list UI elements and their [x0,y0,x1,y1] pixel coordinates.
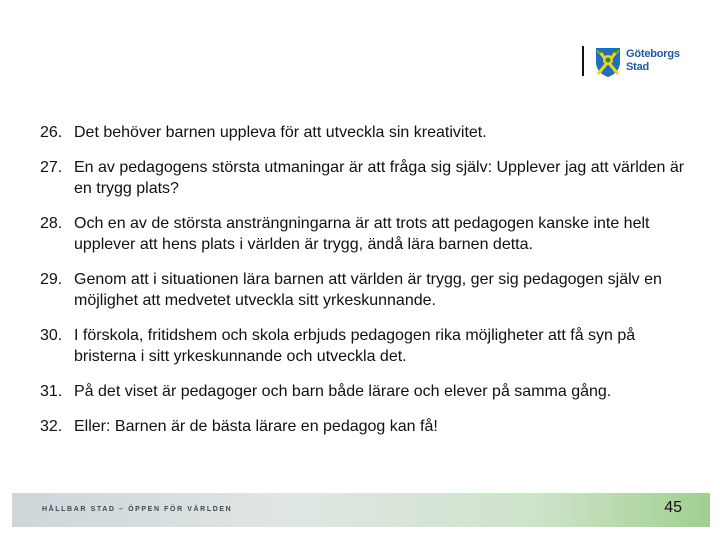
item-number: 26. [40,124,63,141]
list-item [40,416,690,437]
list-item [40,157,690,199]
item-number: 32. [40,418,63,435]
footer-bar [12,493,710,527]
item-number: 27. [40,159,63,176]
item-text: På det viset är pedagoger och barn både lärare och elever på samma gång. [74,383,612,400]
page-number: 45 [664,499,682,516]
item-number: 30. [40,327,63,344]
item-number: 28. [40,215,63,232]
footer-slogan: HÅLLBAR STAD – ÖPPEN FÖR VÄRLDEN [42,506,233,513]
item-text: Det behöver barnen uppleva för att utveckla sin kreativitet. [74,124,487,141]
item-text: Eller: Barnen är de bästa lärare en pedagog kan få! [74,418,438,435]
list-item [40,213,690,255]
logo-divider [582,46,584,76]
list-item [40,269,690,311]
list-item [40,122,690,143]
logo-line-1: Göteborgs [626,48,680,60]
gothenburg-coat-of-arms-icon [594,46,622,78]
item-text: Genom att i situationen lära barnen att världen är trygg, ger sig pedagogen själv en möjlighet att medvetet utveckla sitt yrkeskunnande. [74,271,662,309]
numbered-list [40,122,690,451]
item-text: Och en av de största ansträngningarna är att trots att pedagogen kanske inte helt upplever att hens plats i världen är trygg, ändå lära barnen detta. [74,215,650,253]
list-item [40,381,690,402]
item-text: En av pedagogens största utmaningar är att fråga sig själv: Upplever jag att världen är en trygg plats? [74,159,685,197]
logo-line-2: Stad [626,61,650,73]
item-text: I förskola, fritidshem och skola erbjuds pedagogen rika möjligheter att få syn på bristerna i sitt yrkeskunnande och utveckla det. [74,327,636,365]
logo-wordmark [626,48,680,74]
item-number: 31. [40,383,63,400]
list-item [40,325,690,367]
item-number: 29. [40,271,63,288]
